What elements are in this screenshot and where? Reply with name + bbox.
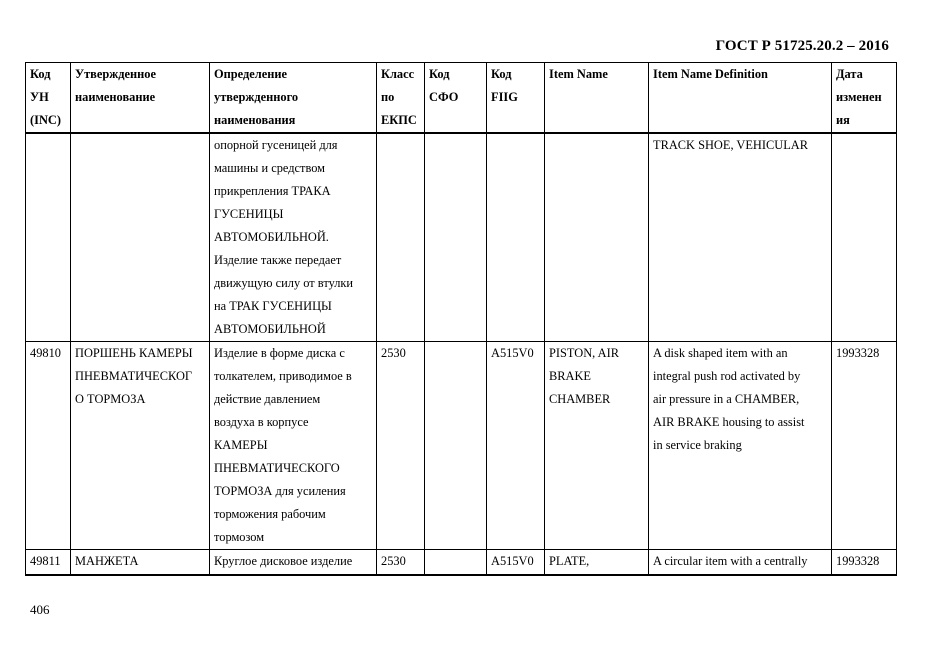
- column-header-sfo-code: Код СФО: [425, 63, 487, 134]
- cell-approved-name: [71, 133, 210, 342]
- cell-item-definition: A disk shaped item with an integral push rod activated by air pressure in a CHAMBER, AIR BRAKE housing to assist in service braking: [649, 342, 832, 550]
- cell-item-definition: A circular item with a centrally: [649, 550, 832, 576]
- cell-item-name: PLATE,: [545, 550, 649, 576]
- page-number: 406: [30, 602, 50, 617]
- document-standard-header: ГОСТ Р 51725.20.2 – 2016: [715, 38, 889, 54]
- cell-definition: Круглое дисковое изделие: [210, 550, 377, 576]
- cell-approved-name: ПОРШЕНЬ КАМЕРЫ ПНЕВМАТИЧЕСКОГ О ТОРМОЗА: [71, 342, 210, 550]
- cell-definition: Изделие в форме диска с толкателем, приводимое в действие давлением воздуха в корпусе КАМЕРЫ ПНЕВМАТИЧЕСКОГО ТОРМОЗА для усиления торможения рабочим тормозом: [210, 342, 377, 550]
- cell-fiig-code: A515V0: [487, 550, 545, 576]
- cell-change-date: 1993328: [832, 342, 897, 550]
- cell-ekps-class: 2530: [377, 550, 425, 576]
- cell-item-name: PISTON, AIR BRAKE CHAMBER: [545, 342, 649, 550]
- cell-ekps-class: 2530: [377, 342, 425, 550]
- cell-inc: [26, 133, 71, 342]
- column-header-change-date: Дата изменен ия: [832, 63, 897, 134]
- column-header-fiig-code: Код FIIG: [487, 63, 545, 134]
- column-header-item-name: Item Name: [545, 63, 649, 134]
- cell-approved-name: МАНЖЕТА: [71, 550, 210, 576]
- cell-item-name: [545, 133, 649, 342]
- column-header-definition: Определение утвержденного наименования: [210, 63, 377, 134]
- cell-definition: опорной гусеницей для машины и средством прикрепления ТРАКА ГУСЕНИЦЫ АВТОМОБИЛЬНОЙ. Изделие также передает движущую силу от втулки на ТРАК ГУСЕНИЦЫ АВТОМОБИЛЬНОЙ: [210, 133, 377, 342]
- cell-ekps-class: [377, 133, 425, 342]
- cell-fiig-code: [487, 133, 545, 342]
- column-header-approved-name: Утвержденное наименование: [71, 63, 210, 134]
- cell-inc: 49811: [26, 550, 71, 576]
- cell-sfo-code: [425, 550, 487, 576]
- column-header-inc: Код УН (INC): [26, 63, 71, 134]
- table-row: [26, 550, 897, 576]
- column-header-item-definition: Item Name Definition: [649, 63, 832, 134]
- cell-change-date: 1993328: [832, 550, 897, 576]
- cell-change-date: [832, 133, 897, 342]
- cell-sfo-code: [425, 342, 487, 550]
- classification-table: [25, 62, 897, 576]
- table-row: [26, 133, 897, 342]
- cell-item-definition: TRACK SHOE, VEHICULAR: [649, 133, 832, 342]
- cell-inc: 49810: [26, 342, 71, 550]
- cell-fiig-code: A515V0: [487, 342, 545, 550]
- table-header-row: [26, 63, 897, 134]
- table-row: [26, 342, 897, 550]
- cell-sfo-code: [425, 133, 487, 342]
- column-header-ekps-class: Класс по ЕКПС: [377, 63, 425, 134]
